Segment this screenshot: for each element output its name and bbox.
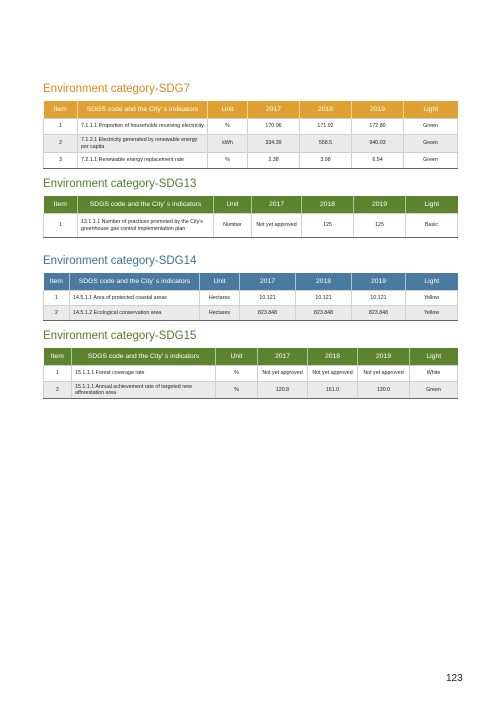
header-light: Light bbox=[406, 273, 458, 291]
table-header-row bbox=[44, 273, 458, 291]
header-2018: 2018 bbox=[308, 348, 358, 366]
cell-item: 1 bbox=[44, 214, 78, 238]
cell-item: 1 bbox=[44, 291, 70, 306]
cell-unit: Hectares bbox=[200, 291, 240, 306]
header-2018: 2018 bbox=[302, 196, 354, 214]
cell-item: 2 bbox=[44, 382, 72, 399]
cell-2018: 558.5 bbox=[300, 135, 352, 153]
header-2019: 2019 bbox=[358, 348, 410, 366]
cell-2017: 823.848 bbox=[240, 306, 296, 321]
table-row bbox=[44, 382, 458, 399]
section-title: Environment category-SDG13 bbox=[43, 178, 197, 190]
cell-unit: Hectares bbox=[200, 306, 240, 321]
cell-indicator: 14.5.1.1 Area of protected coastal areas bbox=[70, 291, 200, 306]
header-light: Light bbox=[404, 101, 458, 119]
cell-indicator: 7.1.1.1 Proportion of households receiving electricity bbox=[78, 119, 208, 135]
cell-light: Yellow bbox=[406, 291, 458, 306]
cell-light: Basic bbox=[406, 214, 458, 238]
cell-2018: 3.98 bbox=[300, 153, 352, 169]
cell-2018: 171.92 bbox=[300, 119, 352, 135]
section-sdg7 bbox=[43, 82, 457, 169]
cell-indicator: 7.2.1.1 Renewable energy replacement rate bbox=[78, 153, 208, 169]
cell-light: White bbox=[410, 366, 458, 382]
table-row bbox=[44, 119, 458, 135]
header-indicator: SDGS code and the City’ s indicators bbox=[72, 348, 216, 366]
header-unit: Unit bbox=[200, 273, 240, 291]
header-2019: 2019 bbox=[354, 196, 406, 214]
indicator-table bbox=[43, 348, 458, 399]
section-title: Environment category-SDG14 bbox=[43, 255, 197, 267]
header-2019: 2019 bbox=[352, 101, 404, 119]
cell-unit: % bbox=[216, 366, 258, 382]
indicator-table bbox=[43, 273, 458, 321]
table-row bbox=[44, 291, 458, 306]
header-indicator: SDGS code and the City’ s indicators bbox=[70, 273, 200, 291]
cell-item: 3 bbox=[44, 153, 78, 169]
header-2018: 2018 bbox=[300, 101, 352, 119]
header-light: Light bbox=[410, 348, 458, 366]
table-row bbox=[44, 135, 458, 153]
header-unit: Unit bbox=[208, 101, 248, 119]
cell-item: 2 bbox=[44, 135, 78, 153]
header-2017: 2017 bbox=[248, 101, 300, 119]
header-item: Item bbox=[44, 196, 78, 214]
section-title: Environment category-SDG15 bbox=[43, 330, 197, 342]
cell-light: Green bbox=[404, 135, 458, 153]
cell-item: 2 bbox=[44, 306, 70, 321]
table-header-row bbox=[44, 196, 458, 214]
cell-2019: 823.848 bbox=[352, 306, 406, 321]
cell-2018: 823.848 bbox=[296, 306, 352, 321]
cell-2019: 130.0 bbox=[358, 382, 410, 399]
header-unit: Unit bbox=[214, 196, 252, 214]
cell-2019: 10,121 bbox=[352, 291, 406, 306]
table-row bbox=[44, 306, 458, 321]
cell-unit: % bbox=[208, 119, 248, 135]
section-sdg14 bbox=[43, 254, 457, 321]
header-2018: 2018 bbox=[296, 273, 352, 291]
cell-unit: % bbox=[216, 382, 258, 399]
header-2017: 2017 bbox=[252, 196, 302, 214]
header-2017: 2017 bbox=[240, 273, 296, 291]
cell-light: Green bbox=[404, 153, 458, 169]
cell-indicator: 13.1.1.1 Number of practices promoted by the City's greenhouse gas control implementation plan bbox=[78, 214, 214, 238]
table-row bbox=[44, 214, 458, 238]
cell-indicator: 7.1.2.1 Electricity generated by renewable energy per capita bbox=[78, 135, 208, 153]
cell-unit: kWh bbox=[208, 135, 248, 153]
table-row bbox=[44, 153, 458, 169]
cell-2019: 940.03 bbox=[352, 135, 404, 153]
cell-2019: Not yet approved bbox=[358, 366, 410, 382]
cell-light: Yellow bbox=[406, 306, 458, 321]
cell-2019: 6.54 bbox=[352, 153, 404, 169]
cell-item: 1 bbox=[44, 119, 78, 135]
cell-2017: 120.8 bbox=[258, 382, 308, 399]
cell-light: Green bbox=[404, 119, 458, 135]
cell-2018: Not yet approved bbox=[308, 366, 358, 382]
indicator-table bbox=[43, 101, 458, 169]
cell-light: Green bbox=[410, 382, 458, 399]
cell-2017: 334.39 bbox=[248, 135, 300, 153]
page-number: 123 bbox=[446, 673, 463, 684]
section-sdg13 bbox=[43, 177, 457, 238]
header-item: Item bbox=[44, 273, 70, 291]
cell-2017: 10,121 bbox=[240, 291, 296, 306]
cell-2018: 161.0 bbox=[308, 382, 358, 399]
cell-2017: Not yet approved bbox=[252, 214, 302, 238]
cell-unit: Number bbox=[214, 214, 252, 238]
cell-item: 1 bbox=[44, 366, 72, 382]
cell-2018: 125 bbox=[302, 214, 354, 238]
header-indicator: SDGS code and the City’ s indicators bbox=[78, 101, 208, 119]
header-2017: 2017 bbox=[258, 348, 308, 366]
cell-2017: Not yet approved bbox=[258, 366, 308, 382]
cell-unit: % bbox=[208, 153, 248, 169]
cell-2018: 10,121 bbox=[296, 291, 352, 306]
header-unit: Unit bbox=[216, 348, 258, 366]
cell-indicator: 14.5.1.2 Ecological conservation area bbox=[70, 306, 200, 321]
indicator-table bbox=[43, 196, 458, 238]
cell-2017: 2.38 bbox=[248, 153, 300, 169]
cell-indicator: 15.1.1.1 Annual achievement rate of targeted new afforestation area bbox=[72, 382, 216, 399]
table-header-row bbox=[44, 101, 458, 119]
cell-indicator: 15.1.1.1 Forest coverage rate bbox=[72, 366, 216, 382]
cell-2019: 125 bbox=[354, 214, 406, 238]
header-item: Item bbox=[44, 348, 72, 366]
table-row bbox=[44, 366, 458, 382]
header-2019: 2019 bbox=[352, 273, 406, 291]
section-sdg15 bbox=[43, 329, 457, 399]
section-title: Environment category-SDG7 bbox=[43, 83, 191, 95]
header-item: Item bbox=[44, 101, 78, 119]
header-light: Light bbox=[406, 196, 458, 214]
header-indicator: SDGS code and the City’ s indicators bbox=[78, 196, 214, 214]
table-header-row bbox=[44, 348, 458, 366]
cell-2017: 170.96 bbox=[248, 119, 300, 135]
cell-2019: 172.80 bbox=[352, 119, 404, 135]
